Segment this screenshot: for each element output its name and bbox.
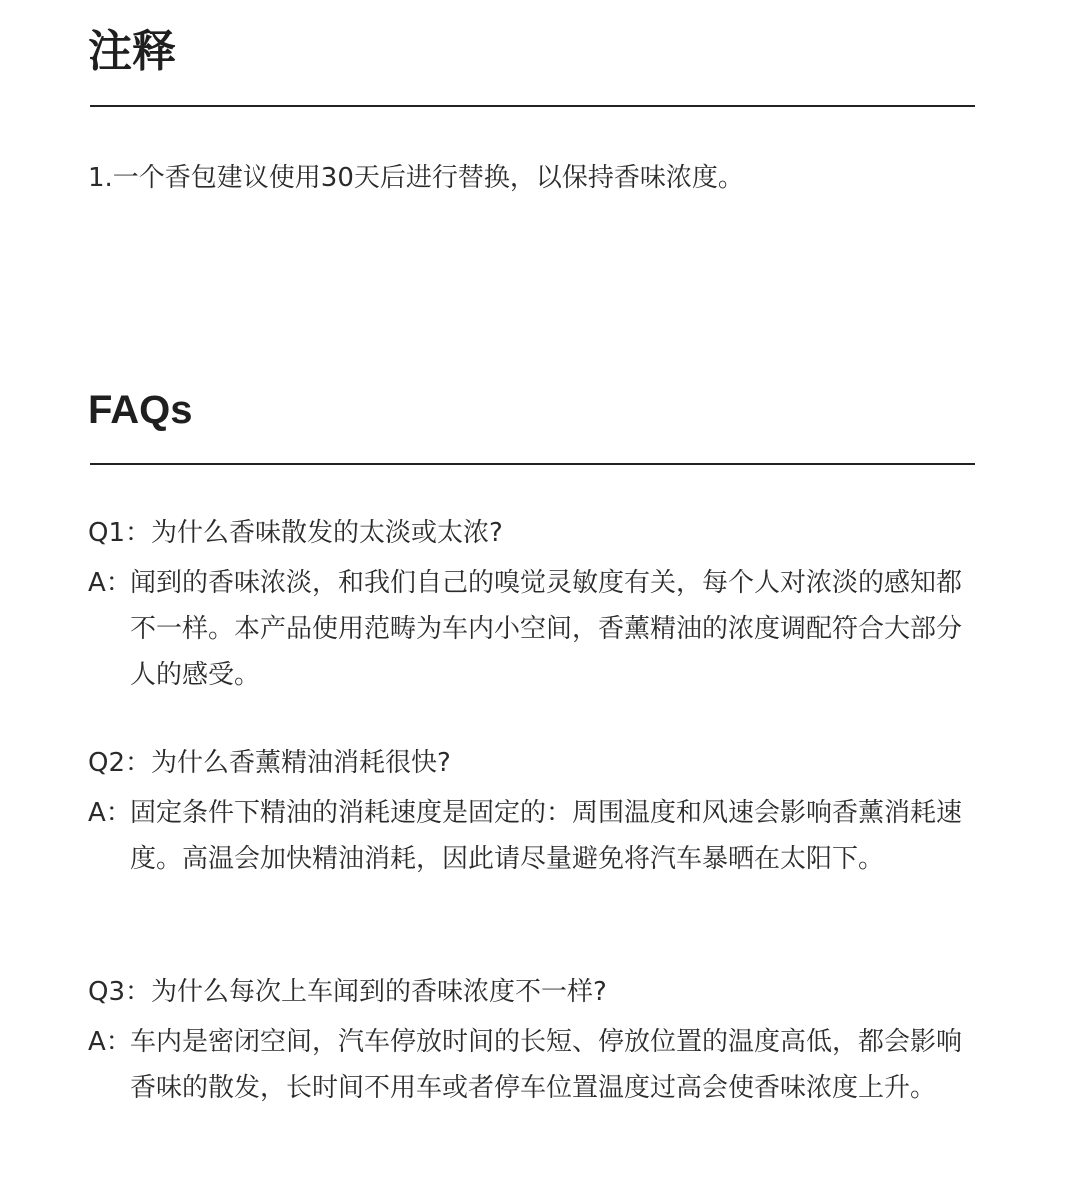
- answer-prefix: A：: [88, 798, 132, 828]
- answer-text: 闻到的香味浓淡，和我们自己的嗅觉灵敏度有关，每个人对浓淡的感知都不一样。本产品使用范畴为车内小空间，香薰精油的浓度调配符合大部分人的感受。: [130, 568, 963, 690]
- faqs-heading: FAQs: [88, 388, 193, 432]
- faqs-divider: [90, 463, 975, 465]
- faq-question: Q1：为什么香味散发的太淡或太浓?: [88, 518, 503, 548]
- faq-answer: [88, 1019, 968, 1111]
- note-item: 1.一个香包建议使用30天后进行替换，以保持香味浓度。: [88, 163, 744, 193]
- faq-answer: [88, 790, 968, 882]
- answer-text: 固定条件下精油的消耗速度是固定的：周围温度和风速会影响香薰消耗速度。高温会加快精油消耗，因此请尽量避免将汽车暴晒在太阳下。: [130, 798, 963, 874]
- notes-heading: 注释: [88, 26, 176, 77]
- faq-question: Q3：为什么每次上车闻到的香味浓度不一样?: [88, 977, 607, 1007]
- faq-item-2: [88, 744, 968, 882]
- faq-answer: [88, 560, 968, 698]
- notes-divider: [90, 105, 975, 107]
- faq-item-1: [88, 514, 968, 698]
- faq-item-3: [88, 973, 968, 1111]
- answer-prefix: A：: [88, 1027, 132, 1057]
- answer-prefix: A：: [88, 568, 132, 598]
- faq-question: Q2：为什么香薰精油消耗很快?: [88, 748, 451, 778]
- answer-text: 车内是密闭空间，汽车停放时间的长短、停放位置的温度高低，都会影响香味的散发，长时间不用车或者停车位置温度过高会使香味浓度上升。: [130, 1027, 963, 1103]
